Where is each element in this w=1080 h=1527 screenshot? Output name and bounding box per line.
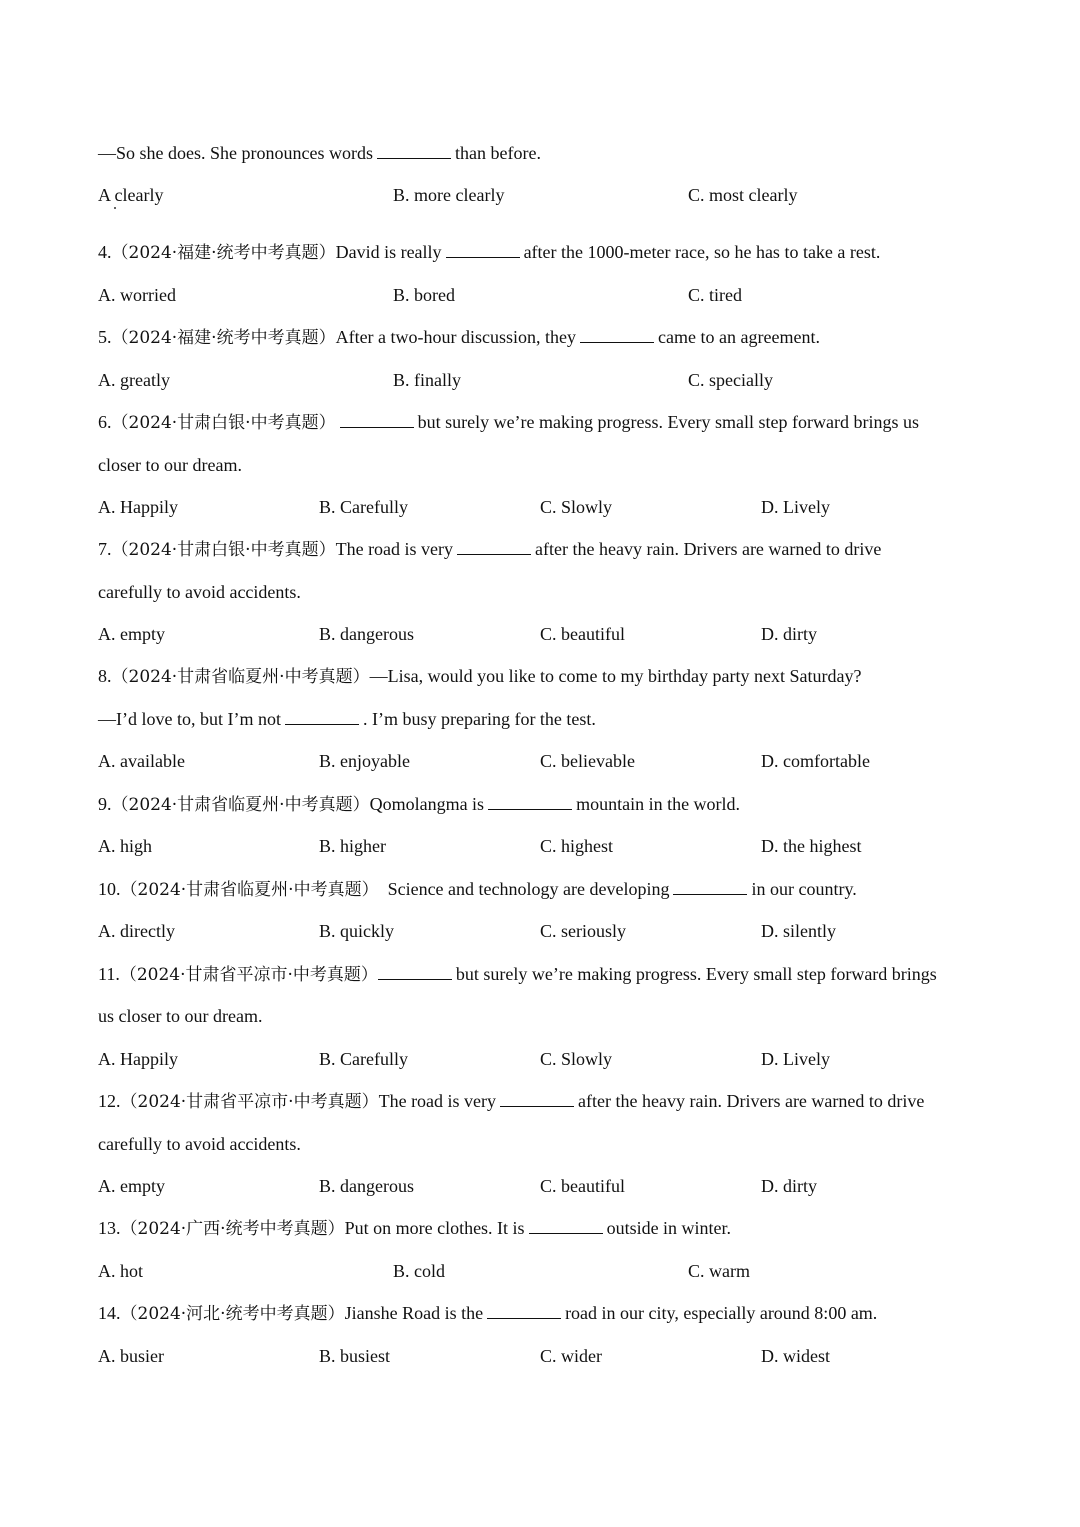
q6-stem-continued: closer to our dream. [98, 455, 242, 475]
q11-stem-line [98, 962, 937, 987]
q4-option-b: B. bored [393, 285, 455, 305]
q7-option-b: B. dangerous [319, 624, 414, 644]
q14-number: 14. [98, 1303, 121, 1323]
q9-source: （2024·甘肃省临夏州·中考真题） [111, 795, 370, 815]
q3-option-b: B. more clearly [393, 185, 505, 205]
q8-number: 8. [98, 666, 112, 686]
q9-stem-before: Qomolangma is [369, 794, 485, 814]
q11-option-b: B. Carefully [319, 1049, 408, 1069]
q12-option-b: B. dangerous [319, 1176, 414, 1196]
q9-option-a: A. high [98, 836, 152, 856]
q10-stem-after: in our country. [751, 879, 857, 899]
q14-stem-line [98, 1301, 877, 1326]
q9-stem-line [98, 792, 740, 817]
q6-source: （2024·甘肃白银·中考真题） [111, 413, 336, 433]
q5-option-b: B. finally [393, 370, 461, 390]
q8-source: （2024·甘肃省临夏州·中考真题） [111, 667, 370, 687]
q4-stem-line [98, 240, 880, 265]
q10-option-a: A. directly [98, 921, 175, 941]
q14-option-a: A. busier [98, 1346, 164, 1366]
q10-stem-before: Science and technology are developing [387, 879, 670, 899]
q8-option-b: B. enjoyable [319, 751, 410, 771]
q4-source: （2024·福建·统考中考真题） [111, 243, 336, 263]
answer-blank [488, 793, 572, 810]
q7-stem-continued: carefully to avoid accidents. [98, 582, 301, 602]
q14-stem-after: road in our city, especially around 8:00 am. [565, 1303, 878, 1323]
q8-option-a: A. available [98, 751, 185, 771]
q4-number: 4. [98, 242, 112, 262]
q12-option-d: D. dirty [761, 1176, 817, 1196]
q6-option-d: D. Lively [761, 497, 830, 517]
q13-stem-after: outside in winter. [606, 1218, 732, 1238]
q4-stem-after: after the 1000-meter race, so he has to take a rest. [523, 242, 881, 262]
q7-stem-before: The road is very [335, 539, 454, 559]
answer-blank [377, 142, 451, 159]
q13-option-c: C. warm [688, 1261, 750, 1281]
q13-stem-before: Put on more clothes. It is [344, 1218, 525, 1238]
q9-option-b: B. higher [319, 836, 386, 856]
q3-option-a: A clearly [98, 185, 164, 205]
q8-stem-before: —Lisa, would you like to come to my birthday party next Saturday? [369, 666, 862, 686]
q7-source: （2024·甘肃白银·中考真题） [111, 540, 336, 560]
q6-option-b: B. Carefully [319, 497, 408, 517]
q10-option-b: B. quickly [319, 921, 394, 941]
q8-option-d: D. comfortable [761, 751, 870, 771]
q11-source: （2024·甘肃省平凉市·中考真题） [119, 965, 378, 985]
q10-stem-line [98, 877, 857, 902]
q6-option-a: A. Happily [98, 497, 178, 517]
q10-number: 10. [98, 879, 121, 899]
q12-stem-after: after the heavy rain. Drivers are warned to drive [578, 1091, 925, 1111]
q14-option-b: B. busiest [319, 1346, 391, 1366]
q7-option-c: C. beautiful [540, 624, 625, 644]
q3-stem-line [98, 141, 541, 165]
q11-option-c: C. Slowly [540, 1049, 613, 1069]
q8-option-c: C. believable [540, 751, 635, 771]
q12-number: 12. [98, 1091, 121, 1111]
q12-stem-continued: carefully to avoid accidents. [98, 1134, 301, 1154]
q11-stem-continued: us closer to our dream. [98, 1006, 263, 1026]
q9-number: 9. [98, 794, 112, 814]
q14-source: （2024·河北·统考中考真题） [120, 1304, 345, 1324]
q12-stem-before: The road is very [378, 1091, 497, 1111]
answer-blank [487, 1302, 561, 1319]
q10-source: （2024·甘肃省临夏州·中考真题） [120, 880, 379, 900]
q5-stem-before: After a two-hour discussion, they [335, 327, 577, 347]
q5-stem-after: came to an agreement. [658, 327, 820, 347]
q3-stem-before: —So she does. She pronounces words [98, 143, 373, 163]
q12-option-a: A. empty [98, 1176, 165, 1196]
q6-stem-line [98, 410, 919, 435]
answer-blank [378, 963, 452, 980]
q7-stem-after: after the heavy rain. Drivers are warned to drive [535, 539, 882, 559]
q5-stem-line [98, 325, 820, 350]
q9-option-d: D. the highest [761, 836, 862, 856]
q6-option-c: C. Slowly [540, 497, 613, 517]
answer-blank [340, 411, 414, 428]
q8-cont-before: —I’d love to, but I’m not [98, 709, 281, 729]
answer-blank [457, 538, 531, 555]
q11-stem-after: but surely we’re making progress. Every small step forward brings [455, 964, 937, 984]
q12-stem-line [98, 1089, 924, 1114]
answer-blank [529, 1217, 603, 1234]
q7-stem-line [98, 537, 881, 562]
q4-option-c: C. tired [688, 285, 742, 305]
answer-blank [580, 326, 654, 343]
q7-number: 7. [98, 539, 112, 559]
q3-stem-after: than before. [454, 143, 541, 163]
q14-option-d: D. widest [761, 1346, 830, 1366]
answer-blank [500, 1090, 574, 1107]
q7-option-a: A. empty [98, 624, 165, 644]
q4-option-a: A. worried [98, 285, 176, 305]
q6-stem-after: but surely we’re making progress. Every small step forward brings us [417, 412, 919, 432]
q13-source: （2024·广西·统考中考真题） [120, 1219, 345, 1239]
q11-number: 11. [98, 964, 120, 984]
answer-blank [673, 878, 747, 895]
q8-stem-continued [98, 707, 596, 731]
q9-stem-after: mountain in the world. [576, 794, 741, 814]
q10-option-d: D. silently [761, 921, 836, 941]
q13-option-b: B. cold [393, 1261, 445, 1281]
q7-option-d: D. dirty [761, 624, 817, 644]
q12-source: （2024·甘肃省平凉市·中考真题） [120, 1092, 379, 1112]
q5-source: （2024·福建·统考中考真题） [111, 328, 336, 348]
q10-option-c: C. seriously [540, 921, 627, 941]
answer-blank [285, 708, 359, 725]
q8-stem-line [98, 664, 861, 689]
q11-option-d: D. Lively [761, 1049, 830, 1069]
q9-option-c: C. highest [540, 836, 614, 856]
q14-option-c: C. wider [540, 1346, 602, 1366]
q12-option-c: C. beautiful [540, 1176, 625, 1196]
q11-option-a: A. Happily [98, 1049, 178, 1069]
q8-cont-after: . I’m busy preparing for the test. [362, 709, 596, 729]
q13-number: 13. [98, 1218, 121, 1238]
q3-option-c: C. most clearly [688, 185, 798, 205]
answer-blank [446, 241, 520, 258]
q4-stem-before: David is really [335, 242, 442, 262]
q13-stem-line [98, 1216, 731, 1241]
q6-number: 6. [98, 412, 112, 432]
q5-option-c: C. specially [688, 370, 773, 390]
q5-option-a: A. greatly [98, 370, 170, 390]
q5-number: 5. [98, 327, 112, 347]
q13-option-a: A. hot [98, 1261, 143, 1281]
q14-stem-before: Jianshe Road is the [344, 1303, 484, 1323]
stray-dot [114, 207, 116, 209]
